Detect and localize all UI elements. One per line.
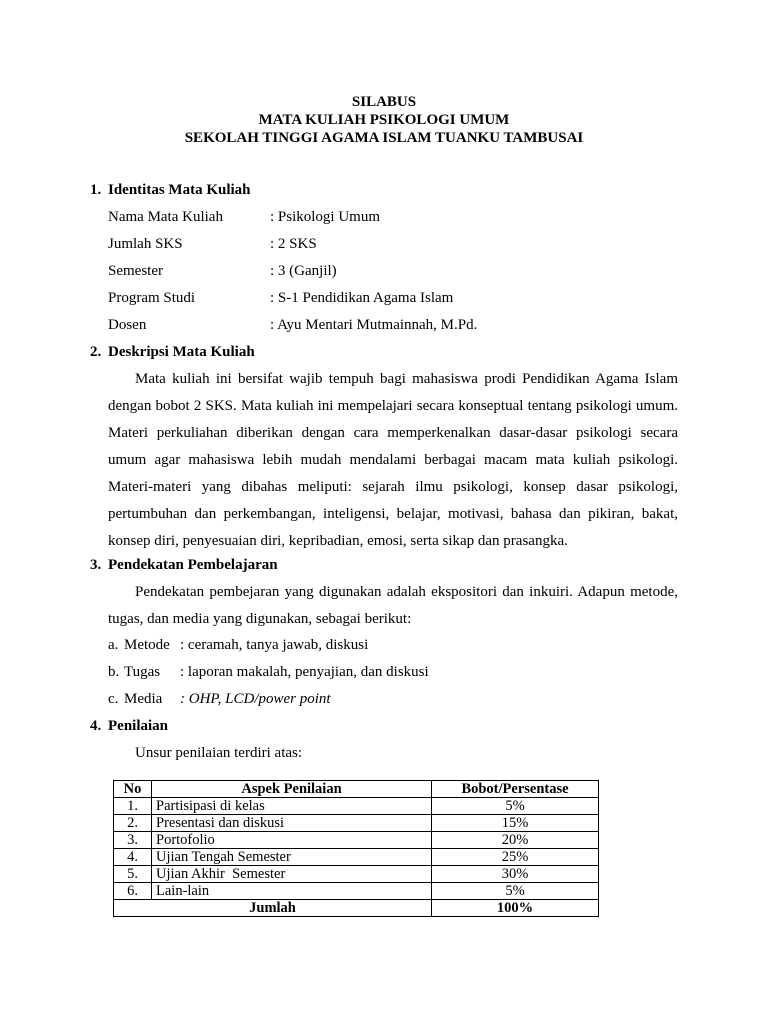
section-2-heading bbox=[90, 344, 255, 361]
identity-label: Nama Mata Kuliah bbox=[108, 209, 223, 225]
section-1-heading bbox=[90, 182, 251, 199]
table-row bbox=[114, 798, 599, 815]
cell-aspect: Presentasi dan diskusi bbox=[152, 815, 432, 832]
paragraph-line: dengan bobot 2 SKS. Mata kuliah ini mempelajari secara konseptual tentang psikologi umum. bbox=[108, 398, 678, 414]
header-aspect: Aspek Penilaian bbox=[152, 781, 432, 798]
paragraph-line: Materi-materi yang dibahas meliputi: sejarah ilmu psikologi, konsep dasar psikologi, bbox=[108, 479, 678, 495]
list-item-name: Media bbox=[124, 691, 163, 707]
identity-label: Dosen bbox=[108, 317, 147, 333]
identity-value: : S-1 Pendidikan Agama Islam bbox=[270, 290, 454, 306]
section-number: 2. bbox=[90, 344, 102, 360]
table-header-row bbox=[114, 781, 599, 798]
table-row bbox=[114, 815, 599, 832]
cell-no: 5. bbox=[114, 866, 152, 883]
doc-title: SILABUS bbox=[351, 94, 417, 110]
line-text: Mata kuliah ini bersifat wajib tempuh bagi mahasiswa prodi Pendidikan Agama Islam bbox=[135, 371, 678, 387]
section-3-heading bbox=[90, 557, 278, 574]
section-title: Identitas Mata Kuliah bbox=[108, 182, 251, 198]
header-no: No bbox=[114, 781, 152, 798]
cell-aspect: Partisipasi di kelas bbox=[152, 798, 432, 815]
list-item-value: : laporan makalah, penyajian, dan diskusi bbox=[180, 664, 429, 680]
table-row bbox=[114, 866, 599, 883]
identity-value: : Psikologi Umum bbox=[270, 209, 381, 225]
description-paragraph bbox=[108, 366, 678, 555]
list-item-value: : ceramah, tanya jawab, diskusi bbox=[180, 637, 369, 653]
paragraph-line bbox=[108, 366, 678, 393]
cell-weight: 15% bbox=[432, 815, 599, 832]
paragraph-line: Materi perkuliahan diberikan dengan cara memperkenalkan dasar-dasar psikologi secara bbox=[108, 425, 678, 441]
identity-label: Jumlah SKS bbox=[108, 236, 183, 252]
total-weight: 100% bbox=[432, 900, 599, 917]
list-letter: b. bbox=[108, 664, 120, 680]
table-row bbox=[114, 849, 599, 866]
section-4-heading bbox=[90, 718, 168, 735]
doc-subtitle: MATA KULIAH PSIKOLOGI UMUM bbox=[258, 112, 510, 128]
list-letter: a. bbox=[108, 637, 119, 653]
cell-no: 4. bbox=[114, 849, 152, 866]
paragraph-line bbox=[108, 579, 678, 606]
table-total-row bbox=[114, 900, 599, 917]
cell-aspect: Lain-lain bbox=[152, 883, 432, 900]
cell-weight: 20% bbox=[432, 832, 599, 849]
section-number: 3. bbox=[90, 557, 102, 573]
cell-no: 6. bbox=[114, 883, 152, 900]
list-letter: c. bbox=[108, 691, 119, 707]
paragraph-line: tugas, dan media yang digunakan, sebagai berikut: bbox=[108, 611, 412, 627]
section-number: 4. bbox=[90, 718, 102, 734]
identity-label: Semester bbox=[108, 263, 163, 279]
table-row bbox=[114, 832, 599, 849]
header-weight: Bobot/Persentase bbox=[432, 781, 599, 798]
paragraph-line: pertumbuhan dan perkembangan, inteligensi, belajar, motivasi, bahasa dan pikiran, bakat, bbox=[108, 506, 678, 522]
cell-no: 1. bbox=[114, 798, 152, 815]
paragraph-line: umum agar mahasiswa lebih mudah mendalami berbagai macam mata kuliah psikologi. bbox=[108, 452, 678, 468]
identity-value: : 2 SKS bbox=[270, 236, 317, 252]
cell-aspect: Ujian Tengah Semester bbox=[152, 849, 432, 866]
section-title: Pendekatan Pembelajaran bbox=[108, 557, 278, 573]
section-title: Deskripsi Mata Kuliah bbox=[108, 344, 255, 360]
cell-aspect: Portofolio bbox=[152, 832, 432, 849]
institution-name: SEKOLAH TINGGI AGAMA ISLAM TUANKU TAMBUSAI bbox=[184, 130, 584, 146]
cell-aspect: Ujian Akhir Semester bbox=[152, 866, 432, 883]
cell-no: 2. bbox=[114, 815, 152, 832]
total-label: Jumlah bbox=[114, 900, 432, 917]
assessment-intro: Unsur penilaian terdiri atas: bbox=[135, 745, 303, 761]
assessment-table bbox=[113, 780, 599, 917]
paragraph-line: konsep diri, penyesuaian diri, kepribadian, emosi, serta sikap dan prasangka. bbox=[108, 533, 568, 549]
identity-label: Program Studi bbox=[108, 290, 196, 306]
cell-weight: 25% bbox=[432, 849, 599, 866]
list-item-value: : OHP, LCD/power point bbox=[180, 691, 331, 707]
cell-no: 3. bbox=[114, 832, 152, 849]
identity-value: : 3 (Ganjil) bbox=[270, 263, 337, 279]
cell-weight: 5% bbox=[432, 883, 599, 900]
line-text: Pendekatan pembejaran yang digunakan adalah ekspositori dan inkuiri. Adapun metode, bbox=[135, 584, 678, 600]
list-item-name: Tugas bbox=[124, 664, 161, 680]
table-row bbox=[114, 883, 599, 900]
cell-weight: 30% bbox=[432, 866, 599, 883]
approach-paragraph bbox=[108, 579, 678, 633]
identity-value: : Ayu Mentari Mutmainnah, M.Pd. bbox=[270, 317, 478, 333]
cell-weight: 5% bbox=[432, 798, 599, 815]
section-number: 1. bbox=[90, 182, 102, 198]
section-title: Penilaian bbox=[108, 718, 169, 734]
list-item-name: Metode bbox=[124, 637, 170, 653]
